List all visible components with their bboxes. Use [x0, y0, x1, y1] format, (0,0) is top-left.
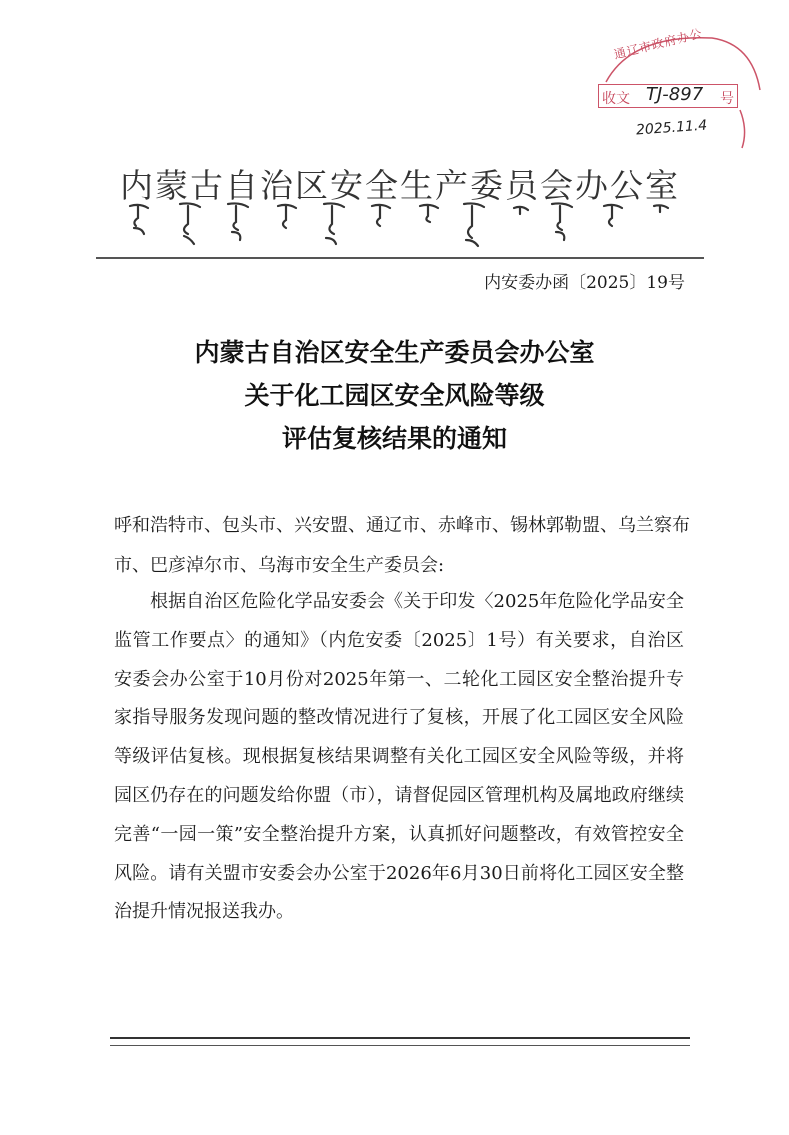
letterhead-divider [96, 257, 704, 259]
title-line-2: 关于化工园区安全风险等级 [244, 381, 545, 410]
stamp-organization: 通辽市政府办公 [612, 26, 705, 62]
stamp-suffix: 号 [720, 91, 734, 107]
stamp-number: TJ-897 [646, 84, 704, 105]
title-line-1: 内蒙古自治区安全生产委员会办公室 [194, 338, 595, 367]
receipt-stamp [592, 26, 764, 150]
footer-divider-thick [110, 1037, 690, 1039]
document-number: 内安委办函〔2025〕19号 [484, 273, 685, 293]
footer-divider-thin [110, 1045, 690, 1046]
stamp-date: 2025.11.4 [635, 117, 708, 139]
title-line-3: 评估复核结果的通知 [281, 424, 507, 453]
stamp-label: 收文 [602, 91, 630, 107]
letterhead-org-name: 内蒙古自治区安全生产委员会办公室 [120, 166, 680, 205]
addressee: 呼和浩特市、包头市、兴安盟、通辽市、赤峰市、锡林郭勒盟、乌兰察布市、巴彦淖尔市、乌海市安全生产委员会: [114, 515, 690, 576]
mongolian-glyph-icon [130, 203, 668, 246]
mongolian-script-logo [120, 198, 680, 252]
body-paragraph: 根据自治区危险化学品安委会《关于印发〈2025年危险化学品安全监管工作要点〉的通知》（内危安委〔2025〕1号）有关要求，自治区安委会办公室于10月份对2025年第一、二轮化工园区安全整治提升专家指导服务发现问题的整改情况进行了复核，开展了化工园区安全风险等级评估复核。现根据复核结果调整有关化工园区安全风险等级，并将园区仍存在的问题发给你盟（市），请督促园区管理机构及属地政府继续完善“一园一策”安全整治提升方案，认真抓好问题整改，有效管控安全风险。请有关盟市安委会办公室于2026年6月30日前将化工园区安全整治提升情况报送我办。 [114, 591, 684, 923]
